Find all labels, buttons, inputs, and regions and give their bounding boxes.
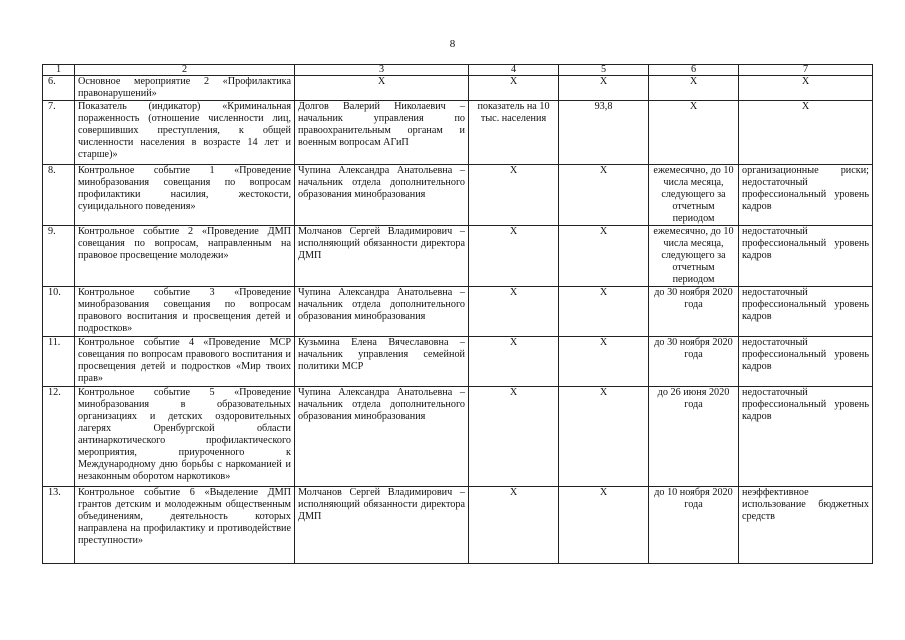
deadline: Х bbox=[649, 76, 739, 101]
risks: Х bbox=[739, 76, 873, 101]
risks: организационные риски; недостаточный профессиональный уровень кадров bbox=[739, 165, 873, 226]
unit-of-measure: Х bbox=[469, 165, 559, 226]
row-number: 10. bbox=[43, 287, 75, 337]
target-value: Х bbox=[559, 387, 649, 487]
row-number: 12. bbox=[43, 387, 75, 487]
unit-of-measure: показатель на 10 тыс. населения bbox=[469, 101, 559, 165]
responsible-person: Чупина Александра Анатольевна – начальник отдела дополнительного образования минобразования bbox=[295, 387, 469, 487]
responsible-person: Долгов Валерий Николаевич – начальник управления по правоохранительным органам и военным вопросам АГиП bbox=[295, 101, 469, 165]
event-name: Контрольное событие 5 «Проведение минобразования в образовательных организациях и детских оздоровительных лагерях Оренбургской области антинаркотического профилактического мероприятия, приуроченного к Международному дню борьбы с наркоманией и незаконным оборотом наркотиков» bbox=[75, 387, 295, 487]
row-number: 9. bbox=[43, 226, 75, 287]
event-name: Показатель (индикатор) «Криминальная пораженность (отношение численности лиц, совершивших преступления, к общей численности населения в возрасте 14 лет и старше)» bbox=[75, 101, 295, 165]
unit-of-measure: Х bbox=[469, 76, 559, 101]
page-number: 8 bbox=[449, 38, 456, 50]
responsible-person: Чупина Александра Анатольевна – начальник отдела дополнительного образования минобразования bbox=[295, 165, 469, 226]
table-row bbox=[43, 337, 873, 387]
risks: недостаточный профессиональный уровень кадров bbox=[739, 287, 873, 337]
unit-of-measure: Х bbox=[469, 337, 559, 387]
row-number: 6. bbox=[43, 76, 75, 101]
responsible-person: Х bbox=[295, 76, 469, 101]
target-value: Х bbox=[559, 487, 649, 564]
column-numbers-row bbox=[43, 65, 873, 76]
responsible-person: Кузьмина Елена Вячеславовна – начальник управления семейной политики МСР bbox=[295, 337, 469, 387]
event-name: Контрольное событие 2 «Проведение ДМП совещания по вопросам, направленным на правовое просвещение молодежи» bbox=[75, 226, 295, 287]
event-name: Контрольное событие 1 «Проведение минобразования совещания по вопросам профилактики насилия, жестокости, суицидального поведения» bbox=[75, 165, 295, 226]
column-number: 7 bbox=[739, 65, 873, 76]
row-number: 7. bbox=[43, 101, 75, 165]
deadline: ежемесячно, до 10 числа месяца, следующего за отчетным периодом bbox=[649, 165, 739, 226]
unit-of-measure: Х bbox=[469, 287, 559, 337]
risks: неэффективное использование бюджетных средств bbox=[739, 487, 873, 564]
deadline: ежемесячно, до 10 числа месяца, следующего за отчетным периодом bbox=[649, 226, 739, 287]
table-row bbox=[43, 487, 873, 564]
risks: Х bbox=[739, 101, 873, 165]
risks: недостаточный профессиональный уровень кадров bbox=[739, 387, 873, 487]
target-value: Х bbox=[559, 287, 649, 337]
table-row bbox=[43, 165, 873, 226]
deadline: Х bbox=[649, 101, 739, 165]
table-row bbox=[43, 387, 873, 487]
row-number: 11. bbox=[43, 337, 75, 387]
responsible-person: Молчанов Сергей Владимирович – исполняющий обязанности директора ДМП bbox=[295, 226, 469, 287]
target-value: Х bbox=[559, 76, 649, 101]
deadline: до 26 июня 2020 года bbox=[649, 387, 739, 487]
column-number: 1 bbox=[43, 65, 75, 76]
column-number: 2 bbox=[75, 65, 295, 76]
column-number: 5 bbox=[559, 65, 649, 76]
target-value: Х bbox=[559, 226, 649, 287]
deadline: до 10 ноября 2020 года bbox=[649, 487, 739, 564]
table-row bbox=[43, 226, 873, 287]
row-number: 8. bbox=[43, 165, 75, 226]
plan-table bbox=[42, 64, 873, 564]
event-name: Контрольное событие 4 «Проведение МСР совещания по вопросам правового воспитания и просвещения детей и подростков «Мир твоих прав» bbox=[75, 337, 295, 387]
target-value: 93,8 bbox=[559, 101, 649, 165]
column-number: 6 bbox=[649, 65, 739, 76]
table-row bbox=[43, 101, 873, 165]
row-number: 13. bbox=[43, 487, 75, 564]
table-row bbox=[43, 287, 873, 337]
unit-of-measure: Х bbox=[469, 387, 559, 487]
event-name: Основное мероприятие 2 «Профилактика правонарушений» bbox=[75, 76, 295, 101]
target-value: Х bbox=[559, 337, 649, 387]
column-number: 3 bbox=[295, 65, 469, 76]
responsible-person: Чупина Александра Анатольевна – начальник отдела дополнительного образования минобразования bbox=[295, 287, 469, 337]
deadline: до 30 ноября 2020 года bbox=[649, 337, 739, 387]
unit-of-measure: Х bbox=[469, 226, 559, 287]
risks: недостаточный профессиональный уровень кадров bbox=[739, 337, 873, 387]
target-value: Х bbox=[559, 165, 649, 226]
table-row bbox=[43, 76, 873, 101]
responsible-person: Молчанов Сергей Владимирович – исполняющий обязанности директора ДМП bbox=[295, 487, 469, 564]
event-name: Контрольное событие 6 «Выделение ДМП грантов детским и молодежным общественным объединениям, деятельность которых направлена на профилактику и противодействие преступности» bbox=[75, 487, 295, 564]
column-number: 4 bbox=[469, 65, 559, 76]
deadline: до 30 ноября 2020 года bbox=[649, 287, 739, 337]
event-name: Контрольное событие 3 «Проведение минобразования совещания по вопросам правового воспитания и просвещения детей и подростков» bbox=[75, 287, 295, 337]
unit-of-measure: Х bbox=[469, 487, 559, 564]
risks: недостаточный профессиональный уровень кадров bbox=[739, 226, 873, 287]
